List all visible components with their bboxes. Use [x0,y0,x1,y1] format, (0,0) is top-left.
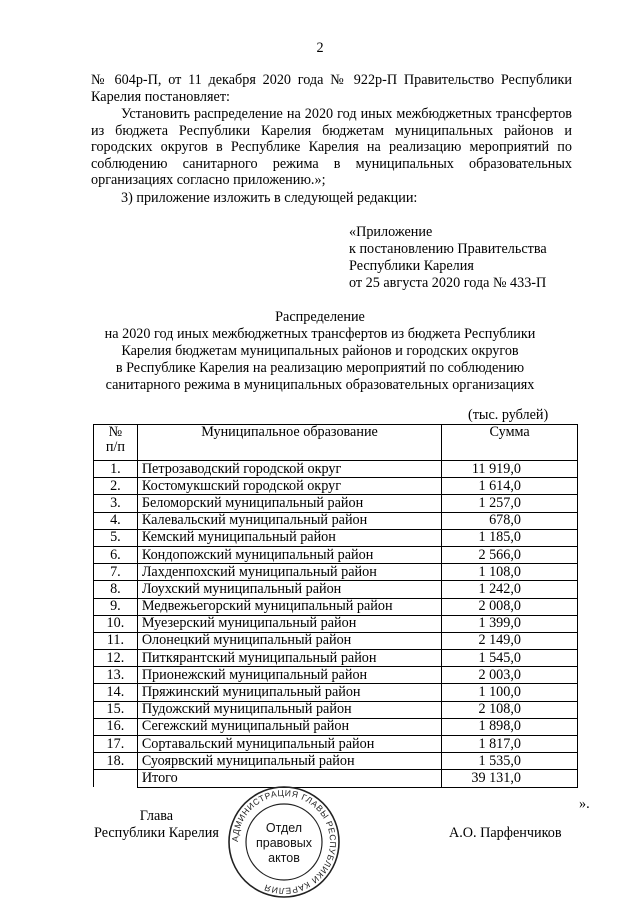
distribution-title-line-3: Карелия бюджетам муниципальных районов и городских округов [121,343,519,359]
table-row [94,650,578,667]
row-name-cell: Пряжинский муниципальный район [137,684,441,701]
table-header-row [94,425,578,461]
row-number-cell: 10. [94,615,138,632]
row-name-cell: Лахденпохский муниципальный район [137,564,441,581]
row-sum-cell: 1 185,0 [442,529,578,546]
distribution-title-line-1: Распределение [275,309,365,325]
row-name-cell: Суоярвский муниципальный район [137,753,441,770]
row-name-cell: Петрозаводский городской округ [137,461,441,478]
distribution-table [93,424,578,788]
table-row [94,632,578,649]
distribution-title-line-4: в Республике Карелия на реализацию мероприятий по соблюдению [115,360,525,376]
stamp-line-2: правовых [256,836,312,850]
distribution-title [0,309,640,394]
row-number-cell: 7. [94,564,138,581]
appendix-line-3: Республики Карелия [349,258,474,274]
row-sum-cell: 1 614,0 [442,478,578,495]
row-name-cell: Муезерский муниципальный район [137,615,441,632]
row-number-cell: 18. [94,753,138,770]
stamp-line-3: актов [268,851,300,865]
row-sum-cell: 1 399,0 [442,615,578,632]
signature-title-line-1: Глава [139,808,174,824]
total-empty-cell [94,770,138,787]
header-number-line-1: № [108,424,123,440]
row-name-cell: Кемский муниципальный район [137,529,441,546]
table-row [94,512,578,529]
row-name-cell: Пудожский муниципальный район [137,701,441,718]
intro-paragraph [91,72,572,105]
row-sum-cell: 2 003,0 [442,667,578,684]
row-name-cell: Костомукшский городской округ [137,478,441,495]
row-sum-cell: 1 535,0 [442,753,578,770]
appendix-block [349,224,547,292]
row-name-cell: Сегежский муниципальный район [137,718,441,735]
row-number-cell: 5. [94,529,138,546]
table-row [94,546,578,563]
distribution-title-line-2: на 2020 год иных межбюджетных трансфертов из бюджета Республики [104,326,536,342]
row-number-cell: 3. [94,495,138,512]
table-row [94,478,578,495]
header-number-cell [94,425,138,461]
header-name-cell: Муниципальное образование [137,425,441,461]
row-number-cell: 8. [94,581,138,598]
table-row [94,461,578,478]
row-number-cell: 13. [94,667,138,684]
row-name-cell: Сортавальский муниципальный район [137,736,441,753]
row-number-cell: 9. [94,598,138,615]
row-number-cell: 6. [94,546,138,563]
row-sum-cell: 1 108,0 [442,564,578,581]
appendix-line-1: «Приложение [349,224,433,240]
appendix-line-4: от 25 августа 2020 года № 433-П [349,275,547,291]
total-label-cell: Итого [137,770,441,787]
row-number-cell: 4. [94,512,138,529]
row-number-cell: 12. [94,650,138,667]
row-sum-cell: 678,0 [442,512,578,529]
official-stamp [227,785,341,899]
row-name-cell: Прионежский муниципальный район [137,667,441,684]
row-name-cell: Олонецкий муниципальный район [137,632,441,649]
row-sum-cell: 1 257,0 [442,495,578,512]
total-sum-cell: 39 131,0 [442,770,578,787]
header-sum-cell: Сумма [442,425,578,461]
row-name-cell: Кондопожский муниципальный район [137,546,441,563]
row-sum-cell: 1 898,0 [442,718,578,735]
row-sum-cell: 2 108,0 [442,701,578,718]
row-name-cell: Лоухский муниципальный район [137,581,441,598]
row-sum-cell: 11 919,0 [442,461,578,478]
row-number-cell: 16. [94,718,138,735]
table-row [94,684,578,701]
row-number-cell: 1. [94,461,138,478]
row-name-cell: Медвежьегорский муниципальный район [137,598,441,615]
stamp-line-1: Отдел [265,821,303,835]
row-name-cell: Калевальский муниципальный район [137,512,441,529]
row-name-cell: Питкярантский муниципальный район [137,650,441,667]
row-number-cell: 2. [94,478,138,495]
header-number-line-2: п/п [105,439,125,455]
table-row [94,564,578,581]
row-sum-cell: 1 545,0 [442,650,578,667]
intro-line-1: № 604р-П, от 11 декабря 2020 года № 922р-П Правительство Республики [91,72,572,88]
row-name-cell: Беломорский муниципальный район [137,495,441,512]
table-row [94,495,578,512]
distribution-title-line-5: санитарного режима в муниципальных образовательных организациях [105,377,535,393]
item-3-paragraph: 3) приложение изложить в следующей редакции: [121,190,418,206]
closing-quote: ». [579,796,590,812]
row-sum-cell: 2 566,0 [442,546,578,563]
signature-title [94,808,219,842]
row-sum-cell: 2 149,0 [442,632,578,649]
table-row [94,753,578,770]
units-label: (тыс. рублей) [468,407,549,423]
table-row [94,529,578,546]
table-row [94,718,578,735]
row-number-cell: 11. [94,632,138,649]
table-row [94,667,578,684]
table-row [94,598,578,615]
row-number-cell: 17. [94,736,138,753]
page-number: 2 [316,40,324,56]
row-sum-cell: 2 008,0 [442,598,578,615]
stamp-ring-text: АДМИНИСТРАЦИЯ ГЛАВЫ РЕСПУБЛИКИ КАРЕЛИЯ [229,787,339,897]
row-sum-cell: 1 242,0 [442,581,578,598]
table-row [94,581,578,598]
row-sum-cell: 1 817,0 [442,736,578,753]
resolution-paragraph: Установить распределение на 2020 год иных межбюджетных трансфертов из бюджета Республики Карелия бюджетам муниципальных районов и городских округов в Республике Карелия на реализацию мероприятий по соблюдению санитарного режима в муниципальных образовательных организациях согласно приложению.»; [91,106,572,189]
signature-name: А.О. Парфенчиков [449,825,562,841]
row-sum-cell: 1 100,0 [442,684,578,701]
intro-line-2: Карелия постановляет: [91,88,230,105]
row-number-cell: 14. [94,684,138,701]
signature-title-line-2: Республики Карелия [94,825,219,841]
table-row [94,615,578,632]
row-number-cell: 15. [94,701,138,718]
table-row [94,736,578,753]
table-row [94,701,578,718]
distribution-table-body [94,425,578,788]
appendix-line-2: к постановлению Правительства [349,241,547,257]
